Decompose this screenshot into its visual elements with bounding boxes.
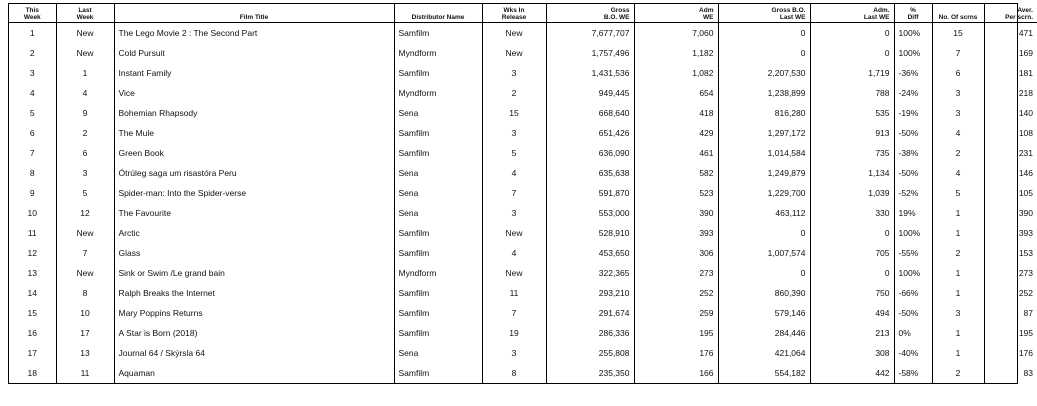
cell-wks: 2 <box>482 83 546 103</box>
cell-film-title: The Lego Movie 2 : The Second Part <box>114 23 394 44</box>
cell-gross-last: 1,297,172 <box>718 123 810 143</box>
cell-avg: 218 <box>1018 88 1033 98</box>
cell-gross: 453,650 <box>546 243 634 263</box>
cell-avg: 83 <box>1023 368 1033 378</box>
cell-adm-last: 494 <box>810 303 894 323</box>
cell-gross-last: 554,182 <box>718 363 810 383</box>
cell-last-week: 4 <box>56 83 114 103</box>
cell-gross-last: 0 <box>718 263 810 283</box>
cell-screens: 1 <box>932 283 984 303</box>
cell-distributor: Myndform <box>394 83 482 103</box>
cell-gross-last: 1,238,899 <box>718 83 810 103</box>
cell-avg: 181 <box>1018 68 1033 78</box>
cell-avg: 87 <box>1023 308 1033 318</box>
cell-adm: 252 <box>634 283 718 303</box>
cell-diff: -36% <box>894 63 932 83</box>
cell-screens: 1 <box>932 343 984 363</box>
cell-last-week: 6 <box>56 143 114 163</box>
cell-diff: -24% <box>894 83 932 103</box>
cell-diff: -50% <box>894 303 932 323</box>
cell-wks: 3 <box>482 123 546 143</box>
column-header-line2: Distributor Name <box>411 14 465 21</box>
column-header-line2: Per scrn. <box>1005 14 1033 21</box>
cell-gross: 1,757,496 <box>546 43 634 63</box>
cell-film-title: Spider-man: Into the Spider-verse <box>114 183 394 203</box>
cell-screens: 3 <box>932 103 984 123</box>
column-header-distributor <box>394 4 482 23</box>
cell-this-week: 3 <box>9 63 56 83</box>
cell-last-week: 17 <box>56 323 114 343</box>
cell-adm-last: 913 <box>810 123 894 143</box>
column-header-screens <box>932 4 984 23</box>
column-header-wks <box>482 4 546 23</box>
cell-gross-last: 463,112 <box>718 203 810 223</box>
cell-screens: 1 <box>932 263 984 283</box>
cell-avg: 252 <box>1018 288 1033 298</box>
cell-this-week: 1 <box>9 23 56 44</box>
box-office-sheet <box>8 3 1033 384</box>
cell-this-week: 14 <box>9 283 56 303</box>
cell-distributor: Sena <box>394 203 482 223</box>
cell-this-week: 10 <box>9 203 56 223</box>
cell-adm-last: 330 <box>810 203 894 223</box>
column-header-adm-last <box>810 4 894 23</box>
cell-diff: 100% <box>894 43 932 63</box>
cell-gross-last: 284,446 <box>718 323 810 343</box>
cell-this-week: 18 <box>9 363 56 383</box>
cell-gross-last: 421,064 <box>718 343 810 363</box>
cell-wks: 8 <box>482 363 546 383</box>
cell-film-title: The Mule <box>114 123 394 143</box>
cell-gross: 528,910 <box>546 223 634 243</box>
cell-last-week: New <box>56 43 114 63</box>
cell-wks: New <box>482 23 546 44</box>
column-header-line1: Adm. <box>873 7 890 14</box>
cell-diff: -38% <box>894 143 932 163</box>
cell-gross: 668,640 <box>546 103 634 123</box>
cell-screens: 3 <box>932 303 984 323</box>
cell-this-week: 11 <box>9 223 56 243</box>
cell-diff: -19% <box>894 103 932 123</box>
cell-wks: New <box>482 223 546 243</box>
cell-gross-last: 1,014,584 <box>718 143 810 163</box>
cell-adm-last: 1,719 <box>810 63 894 83</box>
cell-distributor: Sena <box>394 103 482 123</box>
column-header-last-week <box>56 4 114 23</box>
cell-diff: -50% <box>894 163 932 183</box>
cell-adm: 654 <box>634 83 718 103</box>
cell-wks: New <box>482 43 546 63</box>
table-row <box>9 123 1037 143</box>
table-row <box>9 323 1037 343</box>
cell-adm: 393 <box>634 223 718 243</box>
cell-last-week: New <box>56 263 114 283</box>
column-header-line1: Aver. <box>1017 7 1033 14</box>
cell-diff: 0% <box>894 323 932 343</box>
cell-gross-last: 816,280 <box>718 103 810 123</box>
cell-distributor: Samfilm <box>394 123 482 143</box>
table-row <box>9 283 1037 303</box>
cell-gross: 1,431,536 <box>546 63 634 83</box>
cell-last-week: 9 <box>56 103 114 123</box>
table-row <box>9 23 1037 44</box>
cell-wks: 4 <box>482 243 546 263</box>
cell-this-week: 13 <box>9 263 56 283</box>
cell-screens: 5 <box>932 183 984 203</box>
column-header-avg <box>984 4 1037 23</box>
table-row <box>9 243 1037 263</box>
column-header-line2: Last WE <box>863 14 890 21</box>
column-header-line2: B.O. WE <box>603 14 630 21</box>
cell-gross-last: 1,249,879 <box>718 163 810 183</box>
cell-avg: 146 <box>1018 168 1033 178</box>
column-header-line2: Release <box>501 14 527 21</box>
cell-adm-last: 213 <box>810 323 894 343</box>
cell-wks: 4 <box>482 163 546 183</box>
cell-screens: 6 <box>932 63 984 83</box>
cell-last-week: 10 <box>56 303 114 323</box>
cell-wks: 7 <box>482 183 546 203</box>
cell-gross: 591,870 <box>546 183 634 203</box>
cell-gross-last: 2,207,530 <box>718 63 810 83</box>
cell-film-title: Cold Pursuit <box>114 43 394 63</box>
cell-distributor: Samfilm <box>394 243 482 263</box>
cell-film-title: Arctic <box>114 223 394 243</box>
cell-diff: 100% <box>894 23 932 44</box>
table-body <box>9 23 1037 384</box>
cell-adm: 176 <box>634 343 718 363</box>
cell-gross-last: 860,390 <box>718 283 810 303</box>
cell-film-title: A Star is Born (2018) <box>114 323 394 343</box>
cell-avg: 105 <box>1018 188 1033 198</box>
cell-distributor: Myndform <box>394 43 482 63</box>
column-header-line1: Gross B.O. <box>771 7 806 14</box>
table-row <box>9 183 1037 203</box>
cell-adm: 523 <box>634 183 718 203</box>
cell-wks: 11 <box>482 283 546 303</box>
cell-avg: 390 <box>1018 208 1033 218</box>
cell-adm-last: 0 <box>810 23 894 44</box>
cell-last-week: 2 <box>56 123 114 143</box>
cell-wks: 7 <box>482 303 546 323</box>
cell-screens: 7 <box>932 43 984 63</box>
cell-adm: 273 <box>634 263 718 283</box>
cell-this-week: 8 <box>9 163 56 183</box>
cell-adm: 1,082 <box>634 63 718 83</box>
cell-gross: 553,000 <box>546 203 634 223</box>
cell-adm: 582 <box>634 163 718 183</box>
cell-this-week: 2 <box>9 43 56 63</box>
cell-this-week: 15 <box>9 303 56 323</box>
cell-film-title: Instant Family <box>114 63 394 83</box>
column-header-diff <box>894 4 932 23</box>
cell-adm-last: 735 <box>810 143 894 163</box>
table-row <box>9 263 1037 283</box>
column-header-film-title <box>114 4 394 23</box>
cell-gross-last: 1,229,700 <box>718 183 810 203</box>
cell-wks: 3 <box>482 63 546 83</box>
cell-avg: 393 <box>1018 228 1033 238</box>
cell-adm-last: 442 <box>810 363 894 383</box>
cell-film-title: Mary Poppins Returns <box>114 303 394 323</box>
column-header-line1: Last <box>78 7 92 14</box>
cell-avg: 140 <box>1018 108 1033 118</box>
cell-film-title: Glass <box>114 243 394 263</box>
cell-gross: 636,090 <box>546 143 634 163</box>
cell-wks: 5 <box>482 143 546 163</box>
cell-diff: -66% <box>894 283 932 303</box>
cell-gross: 635,638 <box>546 163 634 183</box>
cell-this-week: 4 <box>9 83 56 103</box>
cell-screens: 4 <box>932 163 984 183</box>
box-office-table <box>9 4 1037 383</box>
cell-screens: 4 <box>932 123 984 143</box>
column-header-gross <box>546 4 634 23</box>
cell-adm: 306 <box>634 243 718 263</box>
column-header-line1: This <box>25 7 39 14</box>
column-header-this-week <box>9 4 56 23</box>
column-header-line2: Week <box>76 14 94 21</box>
cell-gross-last: 1,007,574 <box>718 243 810 263</box>
cell-wks: 15 <box>482 103 546 123</box>
table-row <box>9 63 1037 83</box>
cell-gross: 651,426 <box>546 123 634 143</box>
cell-adm-last: 0 <box>810 263 894 283</box>
table-row <box>9 223 1037 243</box>
cell-avg: 471 <box>1018 28 1033 38</box>
cell-avg: 108 <box>1018 128 1033 138</box>
cell-adm-last: 1,039 <box>810 183 894 203</box>
cell-film-title: Ótrúleg saga um risastóra Peru <box>114 163 394 183</box>
column-header-line1: Gross <box>610 7 630 14</box>
cell-film-title: Journal 64 / Skýrsla 64 <box>114 343 394 363</box>
column-header-line2: WE <box>703 14 714 21</box>
column-header-line2: Film Title <box>239 14 269 21</box>
cell-adm: 7,060 <box>634 23 718 44</box>
cell-avg: 273 <box>1018 268 1033 278</box>
cell-this-week: 16 <box>9 323 56 343</box>
column-header-line2: Week <box>23 14 41 21</box>
cell-gross: 235,350 <box>546 363 634 383</box>
cell-last-week: New <box>56 23 114 44</box>
cell-screens: 3 <box>932 83 984 103</box>
cell-adm: 429 <box>634 123 718 143</box>
cell-this-week: 17 <box>9 343 56 363</box>
cell-last-week: New <box>56 223 114 243</box>
cell-wks: 3 <box>482 343 546 363</box>
header-row <box>9 4 1037 23</box>
cell-gross: 7,677,707 <box>546 23 634 44</box>
cell-gross: 293,210 <box>546 283 634 303</box>
cell-screens: 2 <box>932 363 984 383</box>
column-header-line1: % <box>910 7 916 14</box>
cell-this-week: 5 <box>9 103 56 123</box>
cell-diff: -58% <box>894 363 932 383</box>
table-row <box>9 83 1037 103</box>
cell-gross: 291,674 <box>546 303 634 323</box>
column-header-line2: Diff <box>907 14 919 21</box>
cell-avg: 153 <box>1018 248 1033 258</box>
cell-diff: -55% <box>894 243 932 263</box>
cell-this-week: 9 <box>9 183 56 203</box>
cell-distributor: Sena <box>394 343 482 363</box>
cell-last-week: 3 <box>56 163 114 183</box>
cell-diff: 100% <box>894 223 932 243</box>
cell-avg: 176 <box>1018 348 1033 358</box>
cell-adm-last: 308 <box>810 343 894 363</box>
column-header-adm <box>634 4 718 23</box>
cell-avg: 231 <box>1018 148 1033 158</box>
cell-film-title: Sink or Swim /Le grand bain <box>114 263 394 283</box>
cell-last-week: 7 <box>56 243 114 263</box>
cell-diff: -50% <box>894 123 932 143</box>
column-header-line2: No. Of scrns <box>938 14 978 21</box>
table-header <box>9 4 1037 23</box>
cell-distributor: Samfilm <box>394 283 482 303</box>
cell-distributor: Samfilm <box>394 63 482 83</box>
cell-distributor: Sena <box>394 163 482 183</box>
cell-diff: 19% <box>894 203 932 223</box>
cell-this-week: 12 <box>9 243 56 263</box>
cell-this-week: 6 <box>9 123 56 143</box>
table-row <box>9 103 1037 123</box>
cell-adm: 461 <box>634 143 718 163</box>
cell-screens: 15 <box>932 23 984 44</box>
column-header-line1: Wks In <box>503 7 525 14</box>
table-row <box>9 343 1037 363</box>
cell-gross-last: 579,146 <box>718 303 810 323</box>
cell-distributor: Samfilm <box>394 223 482 243</box>
cell-distributor: Sena <box>394 183 482 203</box>
column-header-line1: Adm <box>699 7 714 14</box>
cell-adm: 418 <box>634 103 718 123</box>
cell-wks: New <box>482 263 546 283</box>
cell-gross-last: 0 <box>718 223 810 243</box>
cell-diff: -52% <box>894 183 932 203</box>
cell-gross-last: 0 <box>718 43 810 63</box>
cell-distributor: Samfilm <box>394 303 482 323</box>
cell-adm: 390 <box>634 203 718 223</box>
cell-diff: -40% <box>894 343 932 363</box>
cell-film-title: Ralph Breaks the Internet <box>114 283 394 303</box>
cell-adm-last: 0 <box>810 43 894 63</box>
cell-screens: 1 <box>932 323 984 343</box>
cell-gross-last: 0 <box>718 23 810 44</box>
cell-adm-last: 788 <box>810 83 894 103</box>
cell-gross: 286,336 <box>546 323 634 343</box>
cell-screens: 1 <box>932 203 984 223</box>
cell-wks: 19 <box>482 323 546 343</box>
cell-film-title: The Favourite <box>114 203 394 223</box>
cell-wks: 3 <box>482 203 546 223</box>
cell-distributor: Samfilm <box>394 363 482 383</box>
table-row <box>9 163 1037 183</box>
cell-last-week: 5 <box>56 183 114 203</box>
cell-this-week: 7 <box>9 143 56 163</box>
cell-adm-last: 705 <box>810 243 894 263</box>
cell-film-title: Aquaman <box>114 363 394 383</box>
cell-film-title: Vice <box>114 83 394 103</box>
cell-adm: 259 <box>634 303 718 323</box>
column-header-gross-last <box>718 4 810 23</box>
cell-adm: 166 <box>634 363 718 383</box>
cell-gross: 255,808 <box>546 343 634 363</box>
cell-gross: 322,365 <box>546 263 634 283</box>
cell-last-week: 8 <box>56 283 114 303</box>
cell-last-week: 1 <box>56 63 114 83</box>
cell-gross: 949,445 <box>546 83 634 103</box>
cell-film-title: Green Book <box>114 143 394 163</box>
cell-avg: 195 <box>1018 328 1033 338</box>
cell-distributor: Myndform <box>394 263 482 283</box>
table-row <box>9 143 1037 163</box>
cell-adm-last: 0 <box>810 223 894 243</box>
cell-last-week: 12 <box>56 203 114 223</box>
cell-adm-last: 1,134 <box>810 163 894 183</box>
table-row <box>9 203 1037 223</box>
cell-diff: 100% <box>894 263 932 283</box>
cell-avg: 169 <box>1018 48 1033 58</box>
cell-screens: 2 <box>932 243 984 263</box>
cell-adm-last: 535 <box>810 103 894 123</box>
cell-distributor: Samfilm <box>394 23 482 44</box>
cell-adm-last: 750 <box>810 283 894 303</box>
cell-last-week: 11 <box>56 363 114 383</box>
table-row <box>9 303 1037 323</box>
cell-film-title: Bohemian Rhapsody <box>114 103 394 123</box>
table-row <box>9 43 1037 63</box>
cell-distributor: Samfilm <box>394 143 482 163</box>
cell-distributor: Samfilm <box>394 323 482 343</box>
cell-last-week: 13 <box>56 343 114 363</box>
cell-adm: 195 <box>634 323 718 343</box>
cell-screens: 1 <box>932 223 984 243</box>
column-header-line2: Last WE <box>779 14 806 21</box>
table-row <box>9 363 1037 383</box>
cell-screens: 2 <box>932 143 984 163</box>
cell-adm: 1,182 <box>634 43 718 63</box>
